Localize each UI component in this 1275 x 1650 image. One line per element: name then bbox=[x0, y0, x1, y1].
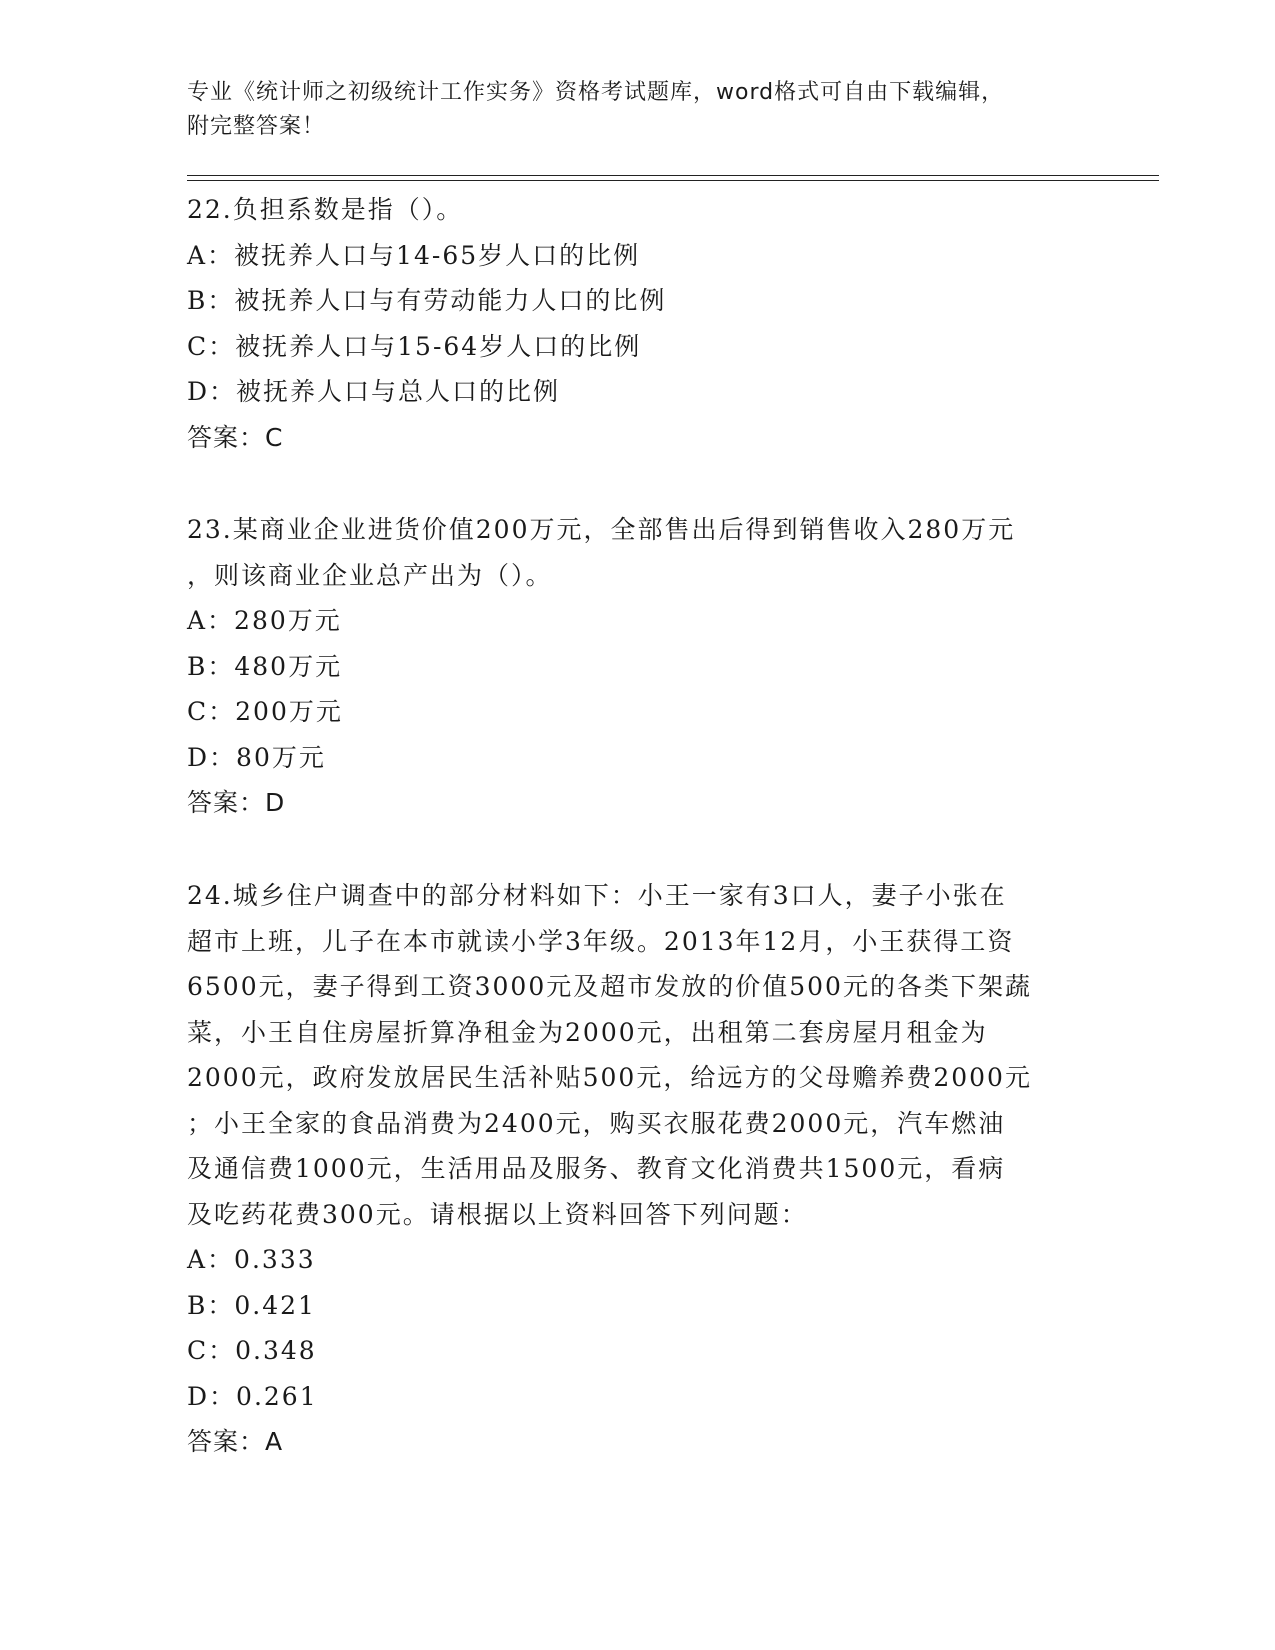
option-a: A：被抚养人口与14-65岁人口的比例 bbox=[187, 240, 641, 270]
header-divider-bottom bbox=[187, 180, 1159, 181]
option-c: C：被抚养人口与15-64岁人口的比例 bbox=[187, 331, 642, 361]
question-23 bbox=[187, 507, 1087, 826]
question-stem: 6500元，妻子得到工资3000元及超市发放的价值500元的各类下架蔬 bbox=[187, 972, 1032, 1001]
question-22 bbox=[187, 187, 1087, 460]
option-b: B：0.421 bbox=[187, 1290, 316, 1320]
question-stem: 菜，小王自住房屋折算净租金为2000元，出租第二套房屋月租金为 bbox=[187, 1017, 988, 1047]
question-stem: 23.某商业企业进货价值200万元，全部售出后得到销售收入280万元 bbox=[187, 515, 1016, 544]
question-stem: ；小王全家的食品消费为2400元，购买衣服花费2000元，汽车燃油 bbox=[187, 1108, 1006, 1138]
answer-label: 答案：D bbox=[187, 788, 286, 817]
question-stem: 22.负担系数是指（）。 bbox=[187, 195, 464, 224]
question-stem: 2000元，政府发放居民生活补贴500元，给远方的父母赡养费2000元 bbox=[187, 1063, 1032, 1092]
option-d: D：被抚养人口与总人口的比例 bbox=[187, 377, 561, 406]
option-b: B：被抚养人口与有劳动能力人口的比例 bbox=[187, 286, 667, 315]
option-d: D：80万元 bbox=[187, 742, 326, 772]
header-divider-top bbox=[187, 175, 1159, 176]
header-line-2: 附完整答案！ bbox=[187, 114, 326, 139]
option-a: A：280万元 bbox=[187, 606, 342, 635]
document-header bbox=[187, 76, 1087, 144]
question-stem: 及吃药花费300元。请根据以上资料回答下列问题： bbox=[187, 1199, 808, 1229]
option-c: C：200万元 bbox=[187, 697, 343, 726]
question-stem: ，则该商业企业总产出为（）。 bbox=[187, 560, 553, 590]
answer-label: 答案：A bbox=[187, 1427, 284, 1456]
question-stem: 超市上班，儿子在本市就读小学3年级。2013年12月，小王获得工资 bbox=[187, 926, 1015, 956]
question-stem: 及通信费1000元，生活用品及服务、教育文化消费共1500元，看病 bbox=[187, 1154, 1006, 1183]
option-c: C：0.348 bbox=[187, 1336, 317, 1365]
answer-label: 答案：C bbox=[187, 422, 284, 452]
header-line-1: 专业《统计师之初级统计工作实务》资格考试题库，word格式可自由下载编辑， bbox=[187, 80, 1005, 105]
option-b: B：480万元 bbox=[187, 651, 343, 681]
option-a: A：0.333 bbox=[187, 1245, 316, 1274]
question-24 bbox=[187, 873, 1087, 1465]
option-d: D：0.261 bbox=[187, 1381, 318, 1411]
question-stem: 24.城乡住户调查中的部分材料如下：小王一家有3口人，妻子小张在 bbox=[187, 881, 1007, 910]
